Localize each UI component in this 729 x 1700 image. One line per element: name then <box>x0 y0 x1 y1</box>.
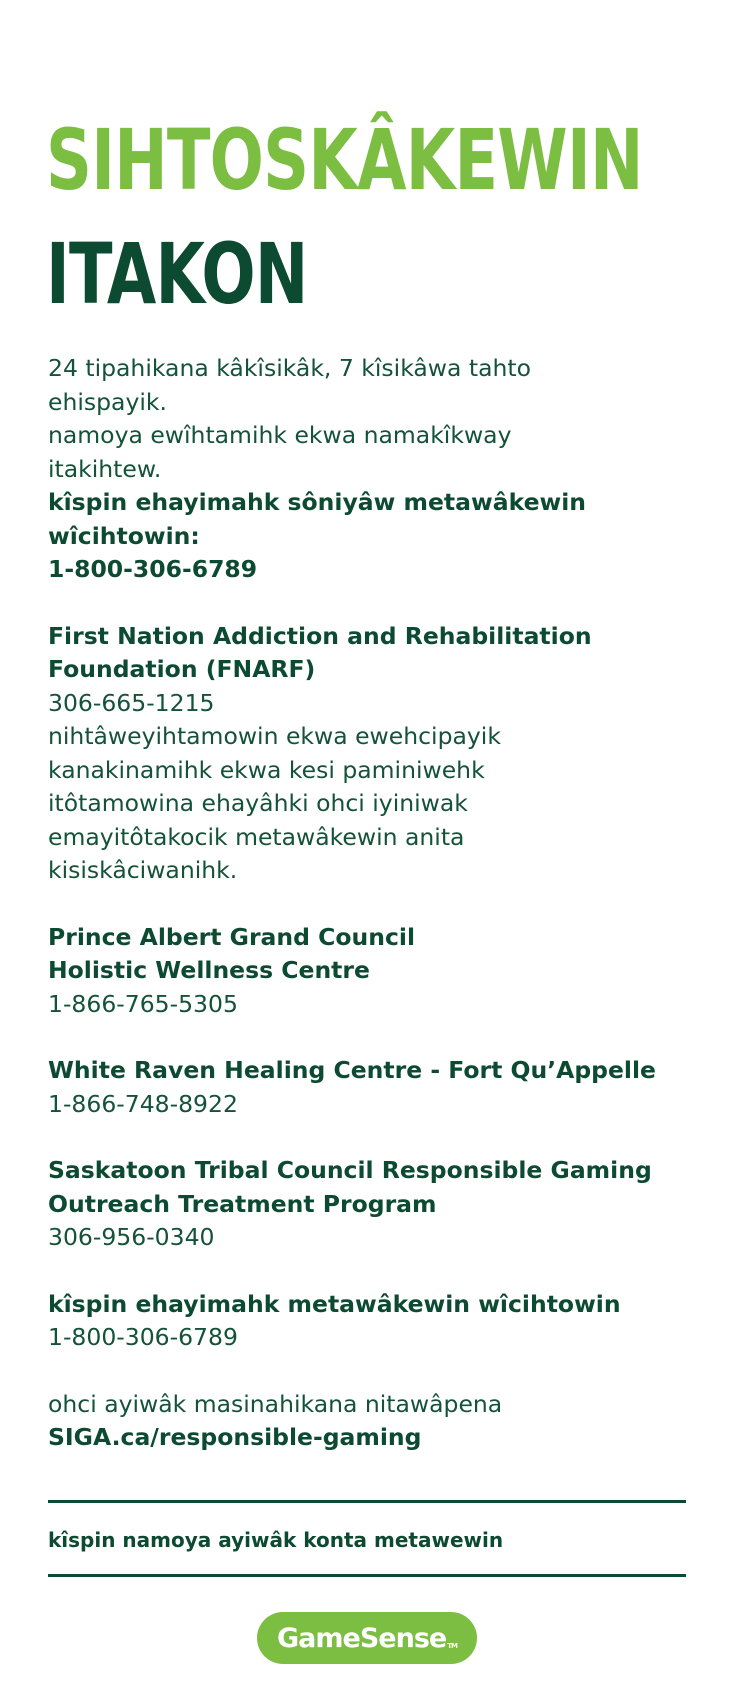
logo-text: GameSense <box>277 1622 447 1654</box>
resource-phone[interactable]: 1-866-748-8922 <box>48 1089 238 1118</box>
resource-name: Holistic Wellness Centre <box>48 956 370 984</box>
resource-stc <box>48 1154 708 1255</box>
helpline-number[interactable]: 1-800-306-6789 <box>48 555 258 583</box>
resource-phone[interactable]: 1-800-306-6789 <box>48 1323 238 1351</box>
resource-description: kanakinamihk ekwa kesi paminiwehk <box>48 755 485 784</box>
resource-name: Outreach Treatment Program <box>48 1189 437 1218</box>
more-info-link[interactable]: SIGA.ca/responsible-gaming <box>48 1423 422 1451</box>
resource-description: nihtâweyihtamowin ekwa ewehcipayik <box>48 722 501 750</box>
resource-name: Prince Albert Grand Council <box>48 922 416 951</box>
resource-name: kîspin ehayimahk metawâkewin wîcihtowin <box>48 1289 621 1318</box>
resource-phone[interactable]: 306-665-1215 <box>48 688 215 717</box>
intro-line: 24 tipahikana kâkîsikâk, 7 kîsikâwa tahto <box>48 354 531 382</box>
resource-name: White Raven Healing Centre - Fort Qu’Appelle <box>48 1056 656 1084</box>
resource-helpline <box>48 1288 708 1355</box>
footer-note: kîspin namoya ayiwâk konta metawewin <box>48 1528 504 1552</box>
divider-top <box>48 1500 686 1503</box>
resource-description: emayitôtakocik metawâkewin anita <box>48 822 465 851</box>
resource-white-raven <box>48 1054 708 1121</box>
resource-name: First Nation Addiction and Rehabilitation <box>48 621 592 650</box>
more-info-block <box>48 1388 708 1455</box>
resource-description: itôtamowina ehayâhki ohci iyiniwak <box>48 789 468 817</box>
resource-fnarf <box>48 620 708 888</box>
more-info-text: ohci ayiwâk masinahikana nitawâpena <box>48 1389 503 1418</box>
content <box>48 352 708 1488</box>
resource-phone[interactable]: 1-866-765-5305 <box>48 989 238 1018</box>
helpline-label: kîspin ehayimahk sôniyâw metawâkewin <box>48 488 587 516</box>
intro-line: itakihtew. <box>48 454 162 483</box>
resource-description: kisiskâciwanihk. <box>48 856 238 884</box>
logo-mark: TM <box>447 1642 457 1650</box>
intro-block <box>48 352 708 587</box>
resource-name: Foundation (FNARF) <box>48 655 316 683</box>
divider-bottom <box>48 1574 686 1577</box>
resource-phone[interactable]: 306-956-0340 <box>48 1223 215 1251</box>
resource-name: Saskatoon Tribal Council Responsible Gaming <box>48 1156 652 1184</box>
intro-line: namoya ewîhtamihk ekwa namakîkway <box>48 421 512 449</box>
title-line-2: ITAKON <box>46 225 308 323</box>
helpline-label: wîcihtowin: <box>48 521 200 550</box>
resource-pagc <box>48 921 708 1022</box>
gamesense-logo <box>257 1612 477 1664</box>
title-line-1: SIHTOSKÂKEWIN <box>46 111 643 209</box>
intro-line: ehispayik. <box>48 387 167 416</box>
